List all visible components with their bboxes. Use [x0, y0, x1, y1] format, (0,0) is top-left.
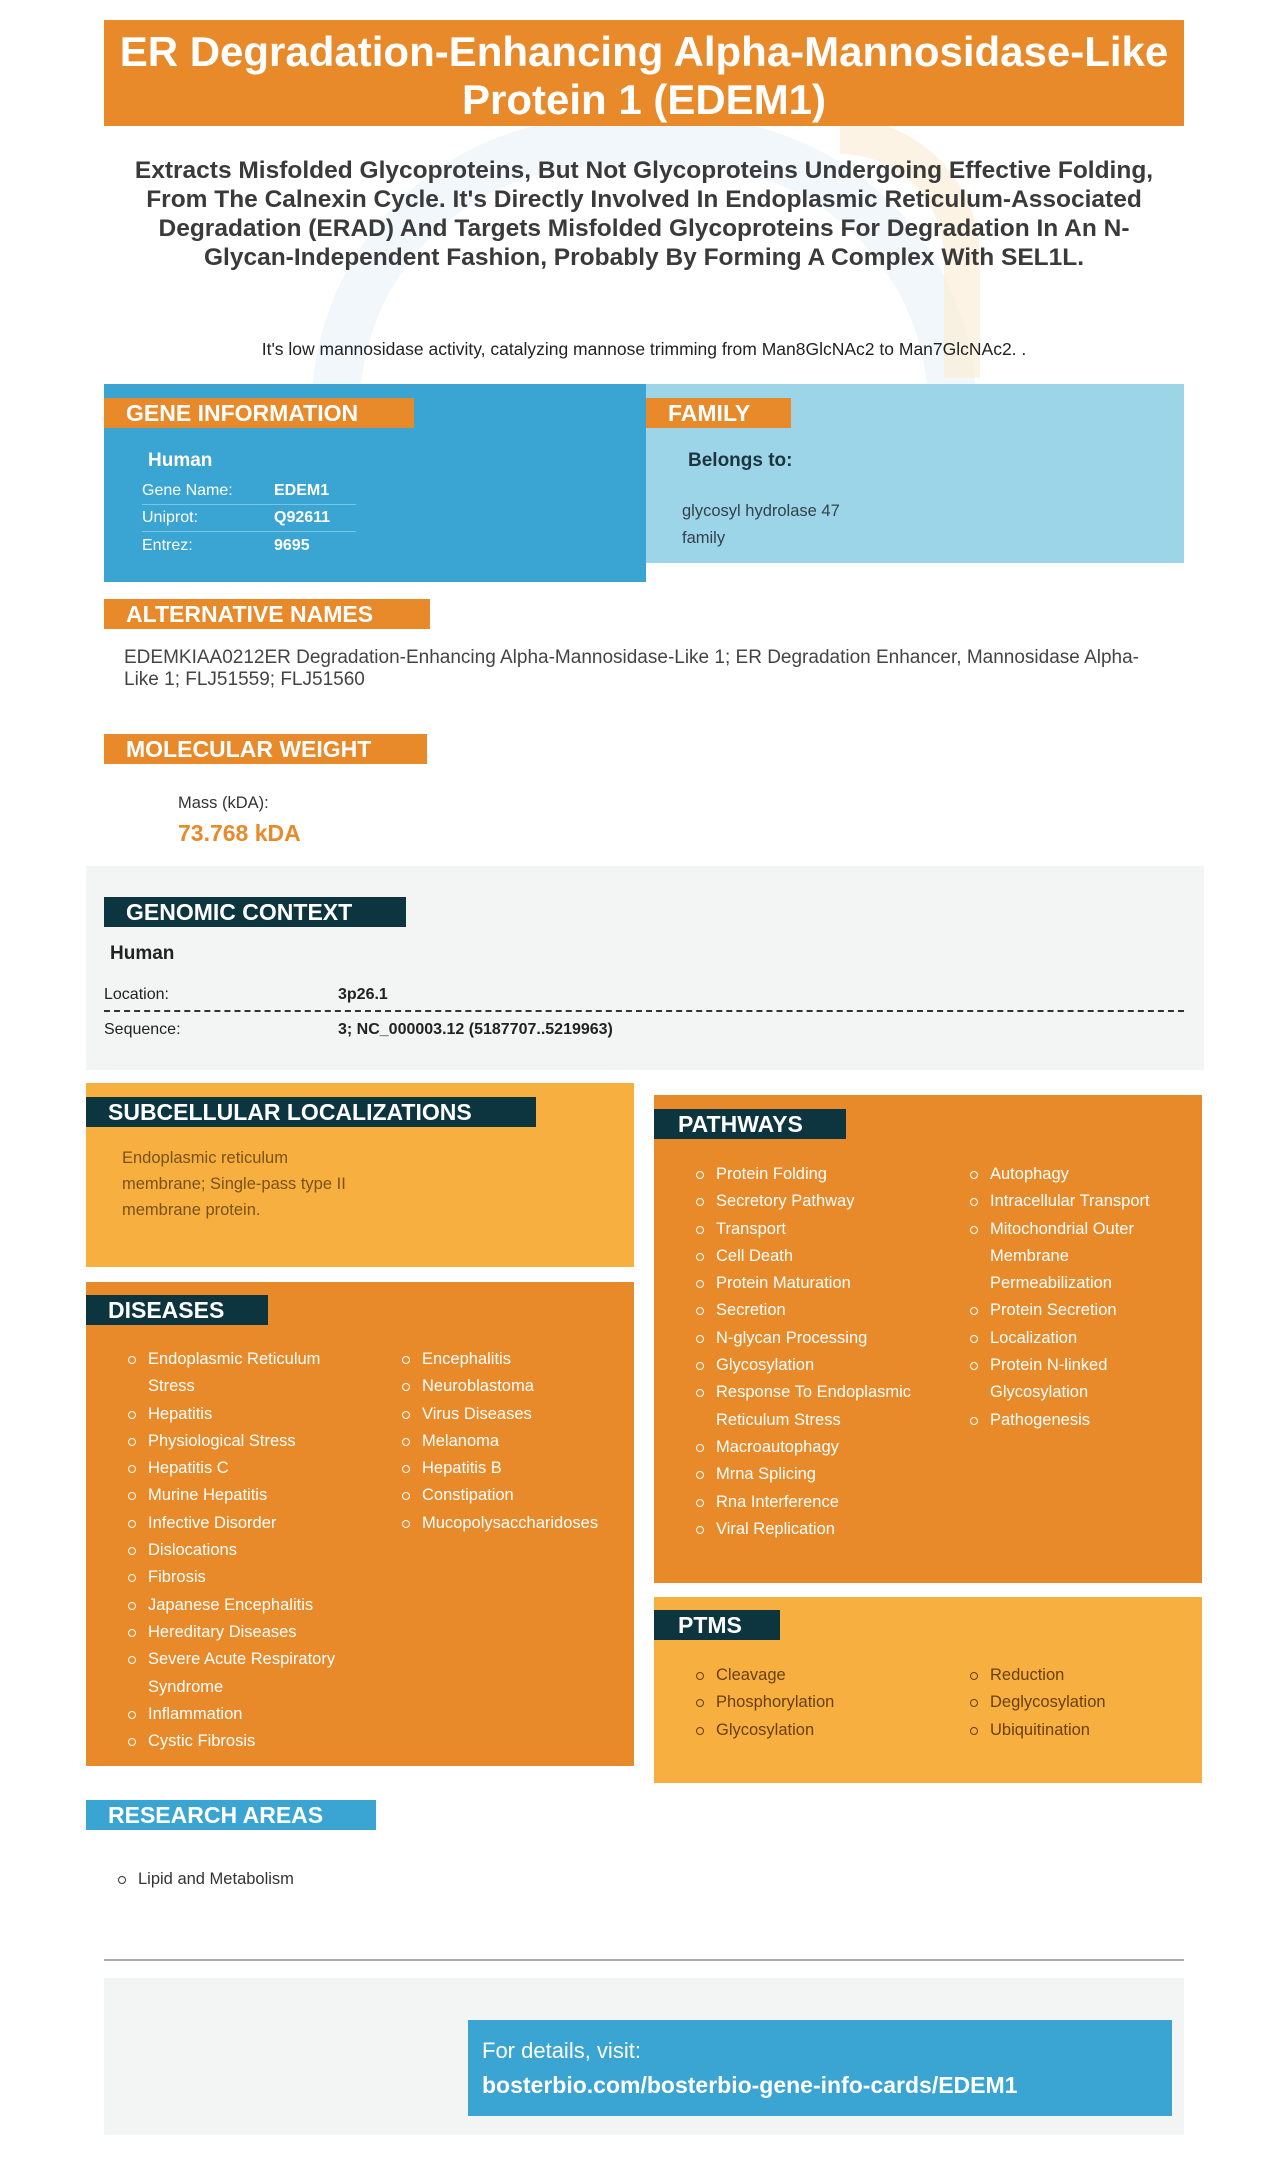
gene-species: Human	[148, 450, 213, 471]
mass-value: 73.768 kDA	[178, 820, 301, 846]
genomic-species: Human	[110, 943, 175, 964]
pathway-item: Localization	[970, 1325, 1176, 1352]
gene-info-table	[142, 478, 356, 559]
details-caption: For details, visit:	[482, 2038, 641, 2063]
pathway-item: Protein Secretion	[970, 1297, 1176, 1324]
page-title: ER Degradation-Enhancing Alpha-Mannosidase-Like Protein 1 (EDEM1)	[104, 20, 1184, 126]
entrez-value: 9695	[274, 536, 310, 554]
disease-item: Fibrosis	[128, 1564, 354, 1591]
sequence-key: Sequence:	[104, 1021, 181, 1038]
disease-item: Hepatitis	[128, 1401, 354, 1428]
protein-description: It's low mannosidase activity, catalyzing mannose trimming from Man8GlcNAc2 to Man7GlcNAc2. .	[261, 339, 1027, 359]
alternative-names-label: ALTERNATIVE NAMES	[104, 599, 430, 629]
pathway-item: Mrna Splicing	[696, 1461, 922, 1488]
disease-item: Hepatitis B	[402, 1455, 626, 1482]
disease-item: Endoplasmic Reticulum Stress	[128, 1346, 354, 1401]
pathway-item: Secretory Pathway	[696, 1188, 922, 1215]
disease-item: Hepatitis C	[128, 1455, 354, 1482]
disease-item: Severe Acute Respiratory Syndrome	[128, 1646, 354, 1701]
ptm-item: Cleavage	[696, 1662, 922, 1689]
uniprot-value: Q92611	[274, 509, 331, 526]
pathway-item: Intracellular Transport	[970, 1188, 1176, 1215]
details-url-link[interactable]: bosterbio.com/bosterbio-gene-info-cards/EDEM1	[482, 2072, 1018, 2098]
pathways-list-col2	[970, 1161, 1176, 1434]
pathway-item: Viral Replication	[696, 1516, 922, 1543]
subcellular-text: Endoplasmic reticulum membrane; Single-pass type II membrane protein.	[122, 1149, 346, 1219]
pathway-item: Autophagy	[970, 1161, 1176, 1188]
entrez-row	[142, 532, 356, 559]
pathways-list-col1	[696, 1161, 922, 1543]
pathway-item: Protein N-linked Glycosylation	[970, 1352, 1176, 1407]
pathway-item: Pathogenesis	[970, 1407, 1176, 1434]
pathway-item: Macroautophagy	[696, 1434, 922, 1461]
genomic-divider	[104, 1010, 1184, 1012]
sequence-value: 3; NC_000003.12 (5187707..5219963)	[338, 1021, 613, 1038]
ptm-item: Deglycosylation	[970, 1689, 1176, 1716]
disease-item: Neuroblastoma	[402, 1373, 626, 1400]
research-areas-label: RESEARCH AREAS	[86, 1800, 376, 1830]
family-heading: Belongs to:	[688, 450, 793, 471]
disease-item: Virus Diseases	[402, 1401, 626, 1428]
ptms-list-col1	[696, 1662, 922, 1744]
footer-divider	[104, 1959, 1184, 1961]
details-link-box[interactable]	[468, 2020, 1172, 2116]
uniprot-row	[142, 505, 356, 532]
disease-item: Hereditary Diseases	[128, 1619, 354, 1646]
gene-name-key: Gene Name:	[142, 482, 233, 499]
pathway-item: N-glycan Processing	[696, 1325, 922, 1352]
sequence-row	[104, 1021, 1184, 1039]
pathway-item: Mitochondrial Outer Membrane Permeabilization	[970, 1216, 1176, 1298]
location-key: Location:	[104, 986, 169, 1003]
research-areas-list	[118, 1866, 518, 1893]
genomic-context-label: GENOMIC CONTEXT	[104, 897, 406, 927]
ptm-item: Ubiquitination	[970, 1717, 1176, 1744]
disease-item: Murine Hepatitis	[128, 1482, 354, 1509]
disease-item: Inflammation	[128, 1701, 354, 1728]
ptm-item: Glycosylation	[696, 1717, 922, 1744]
ptms-label: PTMS	[654, 1610, 780, 1640]
research-area-item: Lipid and Metabolism	[118, 1866, 518, 1893]
family-value: glycosyl hydrolase 47 family	[682, 502, 840, 547]
pathways-label: PATHWAYS	[654, 1109, 846, 1139]
ptm-item: Reduction	[970, 1662, 1176, 1689]
alternative-names-text: EDEMKIAA0212ER Degradation-Enhancing Alpha-Mannosidase-Like 1; ER Degradation Enhancer, Mannosidase Alpha-Like 1; FLJ51559; FLJ51560	[124, 647, 1140, 690]
diseases-label: DISEASES	[86, 1295, 268, 1325]
disease-item: Encephalitis	[402, 1346, 626, 1373]
ptms-list-col2	[970, 1662, 1176, 1744]
pathway-item: Response To Endoplasmic Reticulum Stress	[696, 1379, 922, 1434]
disease-item: Melanoma	[402, 1428, 626, 1455]
pathway-item: Cell Death	[696, 1243, 922, 1270]
family-label: FAMILY	[646, 398, 791, 428]
gene-name-row	[142, 478, 356, 505]
pathway-item: Transport	[696, 1216, 922, 1243]
gene-name-value: EDEM1	[274, 482, 330, 499]
disease-item: Mucopolysaccharidoses	[402, 1510, 626, 1537]
diseases-list-col2	[402, 1346, 626, 1537]
location-value: 3p26.1	[338, 986, 388, 1003]
diseases-list-col1	[128, 1346, 354, 1755]
entrez-key: Entrez:	[142, 536, 193, 554]
mass-label: Mass (kDA):	[178, 794, 269, 812]
disease-item: Dislocations	[128, 1537, 354, 1564]
pathway-item: Protein Maturation	[696, 1270, 922, 1297]
pathway-item: Protein Folding	[696, 1161, 922, 1188]
location-row	[104, 986, 1184, 1004]
pathway-item: Secretion	[696, 1297, 922, 1324]
disease-item: Constipation	[402, 1482, 626, 1509]
protein-function: Extracts Misfolded Glycoproteins, But Not Glycoproteins Undergoing Effective Folding, From The Calnexin Cycle. It's Directly Involved In Endoplasmic Reticulum-Associated Degradation (ERAD) And Targets Misfolded Glycoproteins For Degradation In An N-Glycan-Independent Fashion, Probably By Forming A Complex With SEL1L.	[134, 157, 1154, 271]
disease-item: Cystic Fibrosis	[128, 1728, 354, 1755]
disease-item: Japanese Encephalitis	[128, 1592, 354, 1619]
subcellular-label: SUBCELLULAR LOCALIZATIONS	[86, 1097, 536, 1127]
disease-item: Infective Disorder	[128, 1510, 354, 1537]
ptm-item: Phosphorylation	[696, 1689, 922, 1716]
disease-item: Physiological Stress	[128, 1428, 354, 1455]
gene-information-label: GENE INFORMATION	[104, 398, 414, 428]
uniprot-key: Uniprot:	[142, 509, 199, 526]
pathway-item: Rna Interference	[696, 1489, 922, 1516]
molecular-weight-label: MOLECULAR WEIGHT	[104, 734, 427, 764]
pathway-item: Glycosylation	[696, 1352, 922, 1379]
